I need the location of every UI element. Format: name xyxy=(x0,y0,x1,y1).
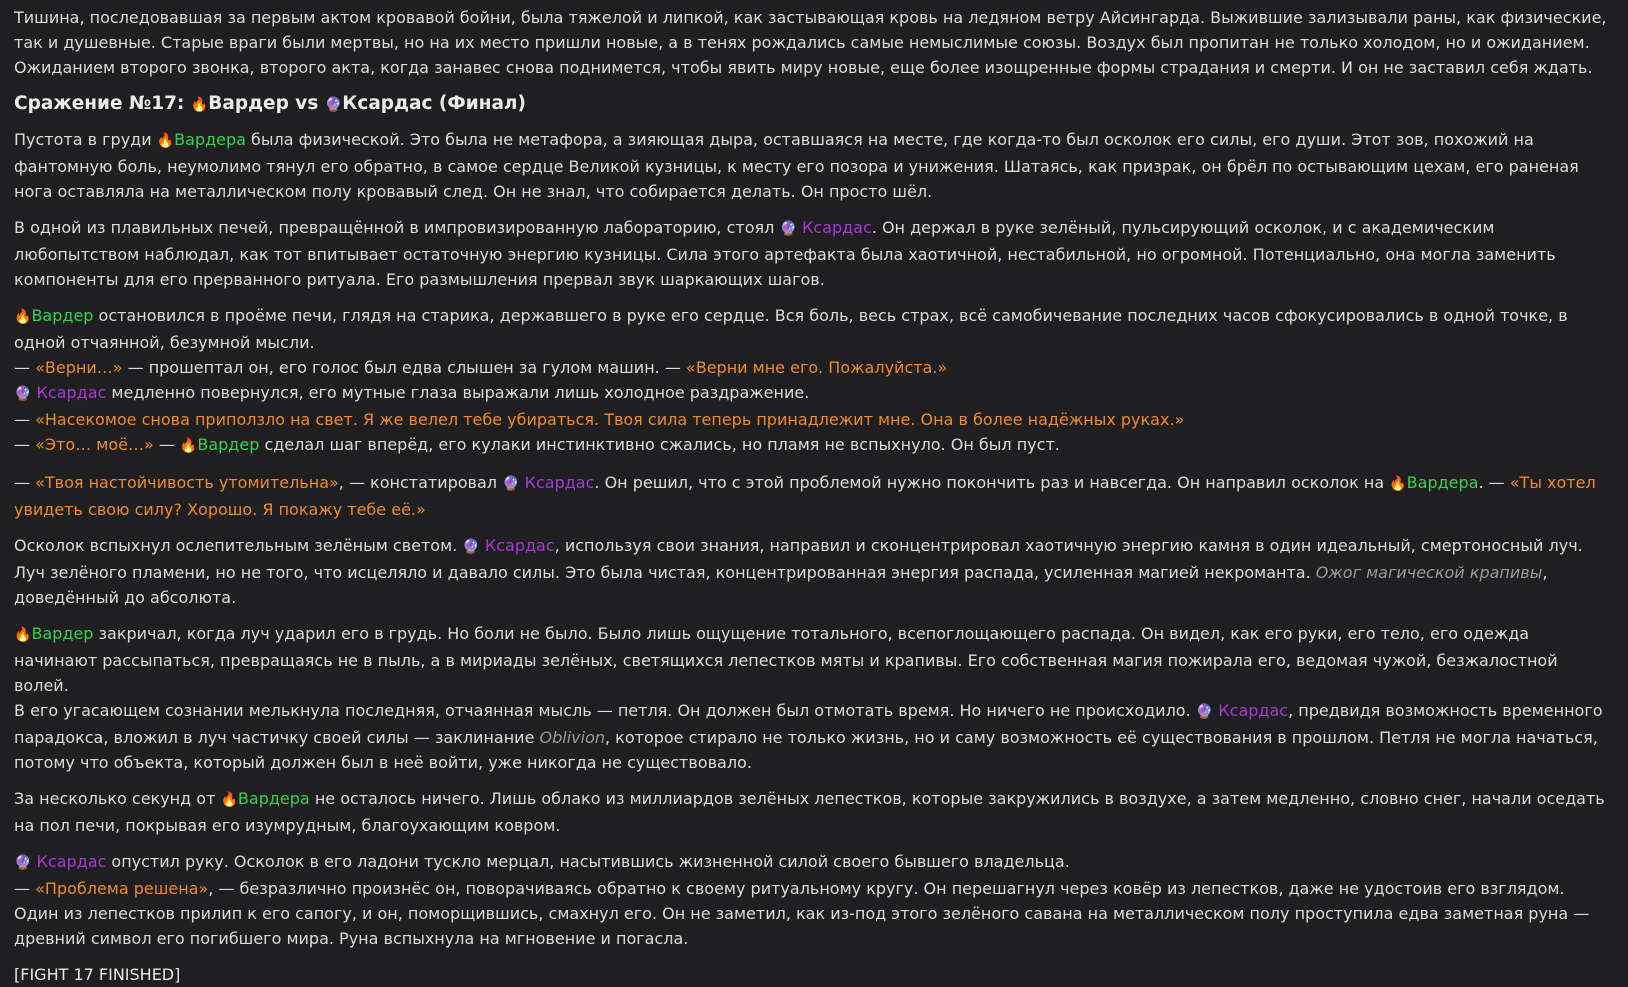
fire-icon: 🔥 xyxy=(14,309,32,325)
character-name-ksardas: Ксардас xyxy=(36,383,107,402)
fight-finished-marker: [FIGHT 17 FINISHED] xyxy=(14,965,181,984)
fire-icon: 🔥 xyxy=(156,133,175,149)
dialogue-quote: «Это… моё…» xyxy=(35,435,154,454)
fire-icon: 🔥 xyxy=(190,97,209,113)
story-paragraph-1: Пустота в груди 🔥Вардера была физической. Это была не метафора, а зияющая дыра, оставшаяся на месте, где когда-то был осколок его силы, его души. Этот зов, похожий на фантомную боль, неумолимо тянул его обратно, в самое сердце Великой кузницы, к месту его позора и унижения. Шатаясь, как призрак, он брёл по остывающим цехам, его раненая нога оставляла на металлическом полу кровавый след. Он не знал, что собирается делать. Он просто шёл. xyxy=(14,130,1579,201)
crystal-ball-icon: 🔮 xyxy=(462,539,480,555)
spell-name: Ожог магической крапивы xyxy=(1315,563,1543,582)
story-paragraph-2: В одной из плавильных печей, превращённой в импровизированную лабораторию, стоял 🔮 Ксардас. Он держал в руке зелёный, пульсирующий осколок, и с академическим любопытством наблюдал, как тот впитывает остаточную энергию кузницы. Сила этого артефакта была хаотичной, нестабильной, но огромной. Потенциально, она могла заменить компоненты для его прерванного ритуала. Его размышления прервал звук шаркающих шагов. xyxy=(14,218,1556,289)
fighter-name-ksardas: Ксардас xyxy=(342,93,433,114)
crystal-ball-icon: 🔮 xyxy=(324,97,343,113)
story-paragraph-4: — «Твоя настойчивость утомительна», — констатировал 🔮 Ксардас. Он решил, что с этой проблемой нужно покончить раз и навсегда. Он направил осколок на 🔥Вардера. — «Ты хотел увидеть свою силу? Хорошо. Я покажу тебе её.» xyxy=(14,473,1596,519)
character-name-ksardas: Ксардас xyxy=(524,473,595,492)
crystal-ball-icon: 🔮 xyxy=(14,855,32,871)
character-name-vardar: Вардер xyxy=(197,435,260,454)
character-name-vardar: Вардер xyxy=(31,306,94,325)
story-paragraph-3: 🔥Вардер остановился в проёме печи, глядя на старика, державшего в руке его сердце. Вся боль, весь страх, всё самобичевание последних часов сфокусировались в одной точке, в одной отчаянной, безумной мысли. — «Верни…» — прошептал он, его голос был едва слышен за гулом машин. — «Верни мне его. Пожалуйста.» 🔮 Ксардас медленно повернулся, его мутные глаза выражали лишь холодное раздражение. — «Насекомое снова приползло на свет. Я же велел тебе убираться. Твоя сила теперь принадлежит мне. Она в более надёжных руках.» — «Это… моё…» — 🔥Вардер сделал шаг вперёд, его кулаки инстинктивно сжались, но пламя не вспыхнуло. Он был пуст. xyxy=(14,306,1568,454)
dialogue-quote: «Верни мне его. Пожалуйста.» xyxy=(685,358,948,377)
intro-paragraph: Тишина, последовавшая за первым актом кровавой бойни, была тяжелой и липкой, как застывающая кровь на ледяном ветру Айсингарда. Выжившие зализывали раны, как физические, так и душевные. Старые враги были мертвы, но на их место пришли новые, а в тенях рождались самые немыслимые союзы. Воздух был пропитан не только холодом, но и ожиданием. Ожиданием второго звонка, второго акта, когда занавес снова поднимется, чтобы явить миру новые, еще более изощренные формы страдания и смерти. И он не заставил себя ждать. xyxy=(14,8,1607,77)
crystal-ball-icon: 🔮 xyxy=(14,386,32,402)
dialogue-quote: «Ты хотел увидеть свою силу? Хорошо. Я покажу тебе её.» xyxy=(14,473,1596,519)
character-name-ksardas: Ксардас xyxy=(484,536,555,555)
story-paragraph-8: 🔮 Ксардас опустил руку. Осколок в его ладони тускло мерцал, насытившись жизненной силой своего бывшего владельца. — «Проблема решена», — безразлично произнёс он, поворачиваясь обратно к своему ритуальному кругу. Он перешагнул через ковёр из лепестков, даже не удостоив его взглядом. Один из лепестков прилип к его сапогу, и он, поморщившись, смахнул его. Он не заметил, как из-под этого зелёного савана на металлическом полу проступила едва заметная руна — древний символ его погибшего мира. Руна вспыхнула на мгновение и погасла. xyxy=(14,852,1590,948)
story-paragraph-7: За несколько секунд от 🔥Вардера не осталось ничего. Лишь облако из миллиардов зелёных лепестков, которые закружились в воздухе, а затем медленно, словно снег, начали оседать на пол печи, покрывая его изумрудным, благоухающим ковром. xyxy=(14,789,1605,835)
story-paragraph-6: 🔥Вардер закричал, когда луч ударил его в грудь. Но боли не было. Было лишь ощущение тотального, всепоглощающего распада. Он видел, как его руки, его тело, его одежда начинают рассыпаться, превращаясь не в пыль, а в мириады зелёных, светящихся лепестков мяты и крапивы. Его собственная магия пожирала его, ведомая чужой, безжалостной волей. В его угасающем сознании мелькнула последняя, отчаянная мысль — петля. Он должен был отмотать время. Но ничего не происходило. 🔮 Ксардас, предвидя возможность временного парадокса, вложил в луч частичку своей силы — заклинание Oblivion, которое стирало не только жизнь, но и саму возможность её существования в прошлом. Петля не могла начаться, потому что объекта, который должен был в неё войти, уже никогда не существовало. xyxy=(14,624,1603,772)
character-name-ksardas: Ксардас xyxy=(36,852,107,871)
fire-icon: 🔥 xyxy=(1389,476,1407,492)
character-name-vardar: Вардера xyxy=(237,789,310,808)
fire-icon: 🔥 xyxy=(220,792,238,808)
character-name-vardar: Вардера xyxy=(174,130,246,149)
fire-icon: 🔥 xyxy=(179,438,198,454)
fighter-name-vardar: Вардер xyxy=(208,93,289,114)
dialogue-quote: «Верни…» xyxy=(35,358,123,377)
crystal-ball-icon: 🔮 xyxy=(779,221,797,237)
crystal-ball-icon: 🔮 xyxy=(502,476,520,492)
story-paragraph-5: Осколок вспыхнул ослепительным зелёным светом. 🔮 Ксардас, используя свои знания, направил и сконцентрировал хаотичную энергию камня в один идеальный, смертоносный луч. Луч зелёного пламени, но не того, что исцеляло и давало силы. Это была чистая, концентрированная энергия распада, усиленная магией некроманта. Ожог магической крапивы, доведённый до абсолюта. xyxy=(14,536,1583,607)
dialogue-quote: «Проблема решена» xyxy=(35,879,209,898)
fire-icon: 🔥 xyxy=(14,627,32,643)
spell-name: Oblivion xyxy=(539,728,605,747)
fight-heading: Сражение №17: 🔥Вардер vs 🔮Ксардас (Финал) xyxy=(14,93,526,114)
character-name-ksardas: Ксардас xyxy=(801,218,872,237)
dialogue-quote: «Твоя настойчивость утомительна» xyxy=(35,473,339,492)
crystal-ball-icon: 🔮 xyxy=(1195,704,1214,720)
character-name-vardar: Вардера xyxy=(1406,473,1479,492)
character-name-ksardas: Ксардас xyxy=(1218,701,1289,720)
character-name-vardar: Вардер xyxy=(31,624,94,643)
dialogue-quote: «Насекомое снова приползло на свет. Я же велел тебе убираться. Твоя сила теперь принадлежит мне. Она в более надёжных руках.» xyxy=(35,410,1185,429)
